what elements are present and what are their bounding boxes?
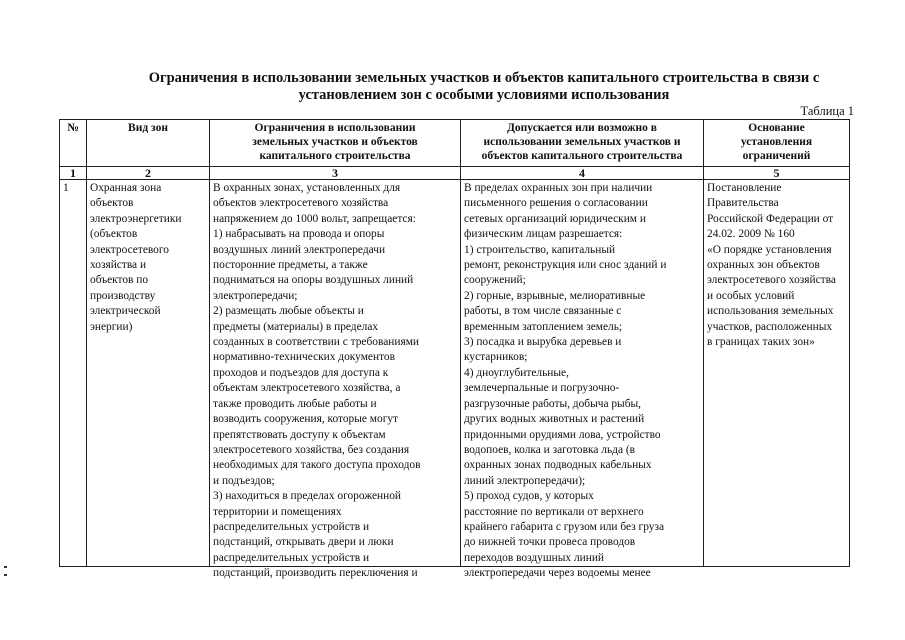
row-1-restrictions-line: подниматься на опоры воздушных линий [213, 274, 414, 287]
table-rule-col-2 [86, 119, 87, 567]
row-1-restrictions-line: проходов и подъездов для доступа к [213, 366, 389, 379]
row-1-allowed-line: кустарников; [464, 351, 528, 364]
column-number-2: 2 [145, 166, 151, 180]
header-basis-line: Основание [748, 122, 805, 134]
row-1-restrictions-line: необходимых для такого доступа проходов [213, 459, 421, 472]
row-1-zone-type-line: объектов по [90, 274, 149, 287]
row-1-restrictions-line: подстанций, открывать двери и люки [213, 536, 394, 549]
row-1-allowed-line: землечерпальные и погрузочно- [464, 382, 620, 395]
column-number-3: 3 [332, 166, 338, 180]
row-1-restrictions-line: 2) размещать любые объекты и [213, 305, 364, 318]
table-rule-col-4 [460, 119, 461, 567]
row-1-allowed-line: охранных зонах подводных кабельных [464, 459, 652, 472]
row-1-restrictions-line: посторонние предметы, а также [213, 259, 368, 272]
header-zone-type-line: Вид зон [128, 122, 168, 134]
row-1-allowed-line: 3) посадка и вырубка деревьев и [464, 336, 622, 349]
row-1-allowed-line: электропередачи через водоемы менее [464, 567, 651, 580]
header-restrictions-line: капитального строительства [259, 150, 411, 162]
row-1-allowed-line: 5) проход судов, у которых [464, 490, 594, 503]
header-allowed-line: объектов капитального строительства [481, 150, 683, 162]
header-number [60, 121, 86, 135]
scan-margin-mark [4, 566, 7, 576]
row-1-basis-line: и особых условий [707, 289, 795, 302]
row-1-zone-type-line: энергии) [90, 320, 133, 333]
header-zone-type [87, 121, 209, 135]
row-1-restrictions-line: 1) набрасывать на провода и опоры [213, 228, 385, 241]
header-basis-line: ограничений [742, 150, 811, 162]
row-1-allowed-line: переходов воздушных линий [464, 551, 605, 564]
row-1-allowed-line: физическим лицам разрешается: [464, 228, 623, 241]
row-1-allowed-line: расстояние по вертикали от верхнего [464, 505, 644, 518]
header-allowed-line: Допускается или возможно в [507, 122, 657, 134]
row-1-basis [707, 181, 848, 565]
row-1-zone-type-line: объектов [90, 197, 134, 210]
column-number-1: 1 [70, 166, 76, 180]
row-1-allowed-line: крайнего габарита с грузом или без груза [464, 520, 665, 533]
row-1-zone-type-line: Охранная зона [90, 182, 162, 194]
row-1-allowed-line: сооружений; [464, 274, 526, 287]
header-number-line: № [67, 122, 79, 134]
row-1-allowed-line: сетевых организаций юридическим и [464, 212, 646, 225]
row-1-restrictions [213, 181, 459, 580]
header-allowed [461, 121, 703, 163]
row-1-basis-line: участков, расположенных [707, 320, 833, 333]
row-1-zone-type [90, 181, 208, 565]
row-1-restrictions-line: и подъездов; [213, 474, 275, 487]
row-1-restrictions-line: нормативно-технических документов [213, 351, 395, 364]
header-restrictions-line: земельных участков и объектов [252, 136, 418, 148]
row-1-zone-type-line: производству [90, 289, 156, 302]
row-1-allowed-line: письменного решения о согласовании [464, 197, 648, 210]
row-1-allowed-line: до нижней точки провеса проводов [464, 536, 636, 549]
table-border-top [59, 119, 849, 120]
header-basis-line: установления [740, 136, 813, 148]
row-1-restrictions-line: объектов электросетевого хозяйства [213, 197, 389, 210]
row-1-allowed-line: работы, в том числе связанные с [464, 305, 622, 318]
row-1-zone-type-line: (объектов [90, 228, 138, 241]
row-1-allowed [464, 181, 702, 580]
row-1-basis-line: в границах таких зон» [707, 336, 815, 349]
row-1-basis-line: охранных зон объектов [707, 259, 820, 272]
table-rule-col-3 [209, 119, 210, 567]
row-1-basis-line: Постановление [707, 182, 782, 194]
row-1-allowed-line: временным затоплением земель; [464, 320, 623, 333]
header-basis [704, 121, 849, 163]
row-1-restrictions-line: созданных в соответствии с требованиями [213, 336, 419, 349]
header-restrictions-line: Ограничения в использовании [254, 122, 416, 134]
row-1-restrictions-line: электропередачи; [213, 289, 298, 302]
row-1-basis-line: Российской Федерации от [707, 212, 834, 225]
row-1-zone-type-line: электроэнергетики [90, 212, 182, 225]
header-restrictions [210, 121, 460, 163]
row-1-zone-type-line: хозяйства и [90, 259, 147, 272]
row-1-allowed-line: линий электропередачи); [464, 474, 586, 487]
row-1-allowed-line: придонными орудиями лова, устройство [464, 428, 661, 441]
row-1-allowed-line: водопоев, колка и заготовка льда (в [464, 443, 636, 456]
row-1-basis-line: использования земельных [707, 305, 834, 318]
row-1-restrictions-line: возводить сооружения, которые могут [213, 413, 399, 426]
row-1-number [63, 181, 85, 565]
row-1-allowed-line: других водных животных и растений [464, 413, 645, 426]
row-1-restrictions-line: территории и помещениях [213, 505, 342, 518]
row-1-restrictions-line: распределительных устройств и [213, 520, 370, 533]
row-1-allowed-line: ремонт, реконструкция или снос зданий и [464, 259, 667, 272]
table-border-right [849, 119, 850, 567]
row-1-restrictions-line: напряжением до 1000 вольт, запрещается: [213, 212, 416, 225]
column-number-5: 5 [773, 166, 780, 180]
row-1-basis-line: электросетевого хозяйства [707, 274, 836, 287]
header-allowed-line: использовании земельных участков и [483, 136, 681, 148]
table-label: Таблица 1 [800, 104, 854, 118]
row-1-restrictions-line: распределительных устройств и [213, 551, 370, 564]
column-number-4: 4 [579, 166, 585, 180]
document-title-line-1: Ограничения в использовании земельных участков и объектов капитального строительства в связи с [148, 70, 820, 86]
row-1-restrictions-line: В охранных зонах, установленных для [213, 182, 401, 194]
row-1-restrictions-line: воздушных линий электропередачи [213, 243, 386, 256]
row-1-allowed-line: 2) горные, взрывные, мелиоративные [464, 289, 646, 302]
row-1-restrictions-line: предметы (материалы) в пределах [213, 320, 379, 333]
row-1-restrictions-line: подстанций, производить переключения и [213, 567, 418, 580]
row-1-allowed-line: 4) дноуглубительные, [464, 366, 569, 379]
row-1-zone-type-line: электрической [90, 305, 161, 318]
row-1-basis-line: 24.02. 2009 № 160 [707, 228, 795, 241]
row-1-restrictions-line: также проводить любые работы и [213, 397, 377, 410]
row-1-restrictions-line: электросетевого хозяйства, без создания [213, 443, 410, 456]
row-1-basis-line: Правительства [707, 197, 779, 210]
row-1-restrictions-line: объектам электросетевого хозяйства, а [213, 382, 401, 395]
row-1-basis-line: «О порядке установления [707, 243, 832, 256]
row-1-allowed-line: В пределах охранных зон при наличии [464, 182, 653, 194]
row-1-zone-type-line: электросетевого [90, 243, 169, 256]
table-rule-col-5 [703, 119, 704, 567]
document-title-line-2: установлением зон с особыми условиями использования [298, 87, 670, 103]
row-1-restrictions-line: 3) находиться в пределах огороженной [213, 490, 402, 503]
row-1-allowed-line: разгрузочные работы, добыча рыбы, [464, 397, 642, 410]
table-border-left [59, 119, 60, 567]
row-1-number-line: 1 [63, 182, 69, 194]
row-1-restrictions-line: препятствовать доступу к объектам [213, 428, 386, 441]
row-1-allowed-line: 1) строительство, капитальный [464, 243, 616, 256]
